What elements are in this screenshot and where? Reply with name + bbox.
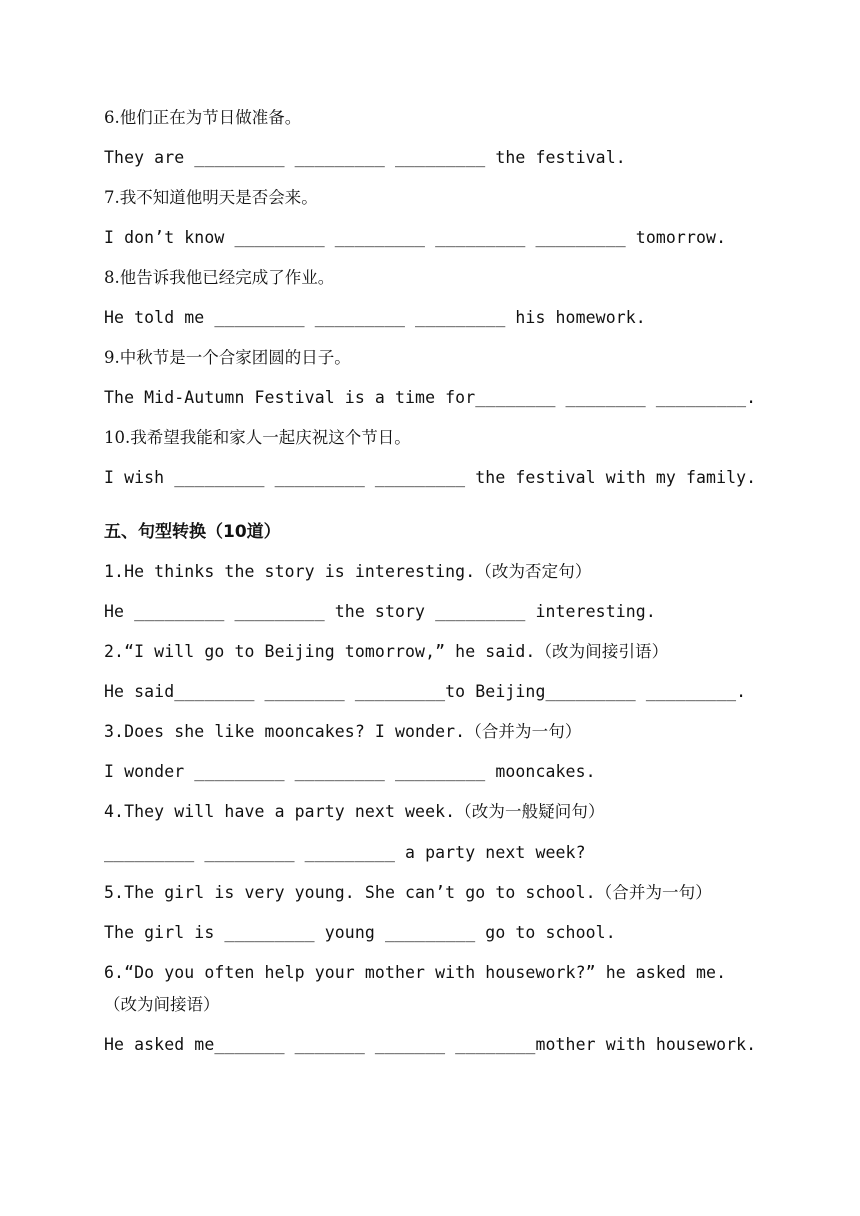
- transform-1-prompt: 1.He thinks the story is interesting.（改为否定句）: [104, 562, 592, 581]
- question-8-answer-line: He told me _________ _________ _________ his homework.: [104, 308, 646, 327]
- transform-6-prompt-continuation: （改为间接语）: [104, 995, 220, 1014]
- transform-4-answer-line: _________ _________ _________ a party next week?: [104, 843, 586, 862]
- question-10-prompt: 10.我希望我能和家人一起庆祝这个节日。: [104, 428, 411, 447]
- transform-3-prompt: 3.Does she like mooncakes? I wonder.（合并为一句）: [104, 722, 582, 741]
- question-10-answer-line: I wish _________ _________ _________ the festival with my family.: [104, 468, 757, 487]
- question-6-prompt: 6.他们正在为节日做准备。: [104, 108, 302, 127]
- transform-6-prompt: 6.“Do you often help your mother with housework?” he asked me.: [104, 963, 727, 982]
- transform-4-prompt: 4.They will have a party next week.（改为一般疑问句）: [104, 802, 605, 821]
- transform-3-answer-line: I wonder _________ _________ _________ mooncakes.: [104, 762, 596, 781]
- question-8-prompt: 8.他告诉我他已经完成了作业。: [104, 268, 335, 287]
- transform-2-answer-line: He said________ ________ _________to Beijing_________ _________.: [104, 682, 747, 701]
- transform-5-prompt: 5.The girl is very young. She can’t go to school.（合并为一句）: [104, 883, 712, 902]
- question-7-answer-line: I don’t know _________ _________ _________ _________ tomorrow.: [104, 228, 727, 247]
- transform-6-answer-line: He asked me_______ _______ _______ ________mother with housework.: [104, 1035, 757, 1054]
- transform-2-prompt: 2.“I will go to Beijing tomorrow,” he said.（改为间接引语）: [104, 642, 669, 661]
- transform-5-answer-line: The girl is _________ young _________ go to school.: [104, 923, 616, 942]
- question-6-answer-line: They are _________ _________ _________ the festival.: [104, 148, 626, 167]
- section-heading: 五、句型转换（10道）: [104, 522, 281, 542]
- question-7-prompt: 7.我不知道他明天是否会来。: [104, 188, 318, 207]
- transform-1-answer-line: He _________ _________ the story _________ interesting.: [104, 602, 656, 621]
- question-9-answer-line: The Mid-Autumn Festival is a time for________ ________ _________.: [104, 388, 757, 407]
- question-9-prompt: 9.中秋节是一个合家团圆的日子。: [104, 348, 351, 367]
